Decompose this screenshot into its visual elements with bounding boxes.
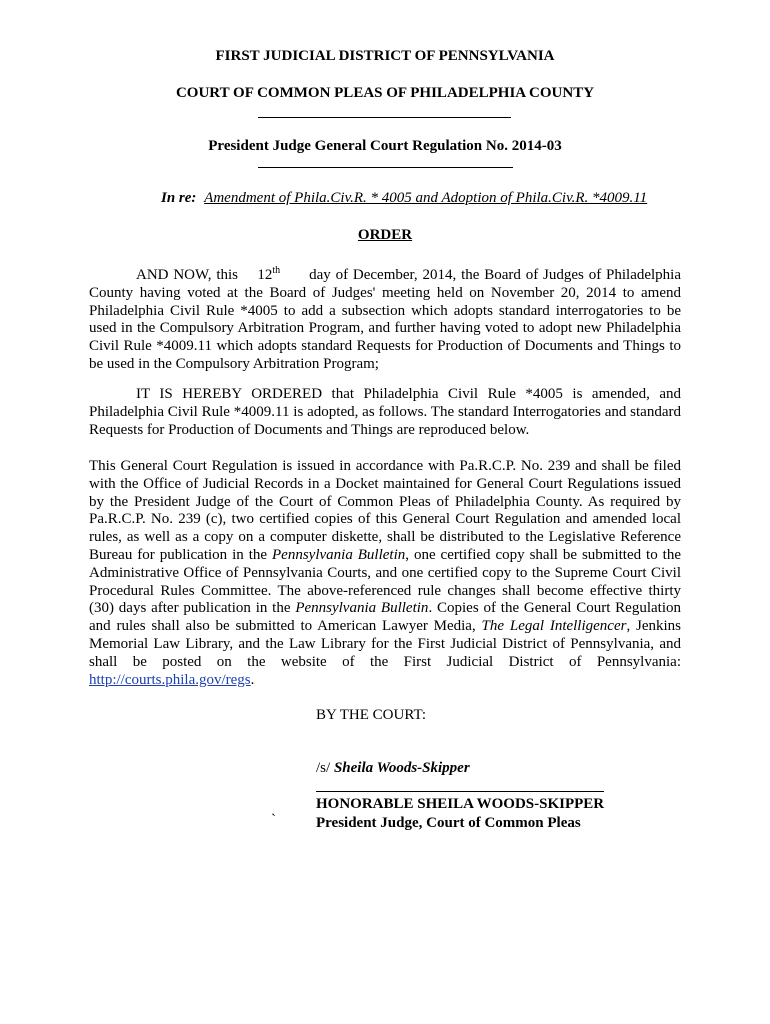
regulation-title: President Judge General Court Regulation No. 2014-03 [208,138,562,154]
regulations-link[interactable]: http://courts.phila.gov/regs [89,671,251,688]
paragraph-3-part1: This General Court Regulation is issued in accordance with Pa.R.C.P. No. 239 and shall be filed with the Office of Judicial Records in a Docket maintained for General Court Regulations issued by the President Judge of the Court of Common Pleas of Philadelphia County. As required by Pa.R.C.P. No. 239 (c), two certified copies of this General Court Regulation and amended local rules, as well as a copy on a computer diskette, shall be distributed to the Legislative Reference Bureau for publication in the [89,458,681,563]
in-re-line [161,190,647,207]
paragraph-1-rest: day of December, 2014, the Board of Judges of Philadelphia County having voted at the Board of Judges' meeting held on November 20, 2014 to amend Philadelphia Civil Rule *4005 to add a subsection which adopts standard interrogatories to be used in the Compulsory Arbitration Program, and further having voted to adopt new Philadelphia Civil Rule *4009.11 which adopts standard Requests for Production of Documents and Things to be used in the Compulsory Arbitration Program; [89,267,682,372]
judge-name: HONORABLE SHEILA WOODS-SKIPPER [316,796,605,812]
in-re-subject: Amendment of Phila.Civ.R. * 4005 and Adoption of Phila.Civ.R. *4009.11 [204,190,648,206]
order-heading: ORDER [357,227,413,243]
court-heading: COURT OF COMMON PLEAS OF PHILADELPHIA COUNTY [175,85,595,101]
paragraph-2: IT IS HEREBY ORDERED that Philadelphia Civil Rule *4005 is amended, and Philadelphia Civil Rule *4009.11 is adopted, as follows. The standard Interrogatories and standard Requests for Production of Documents and Things are reproduced below. [89,386,681,438]
bulletin-title: Pennsylvania Bulletin [295,600,429,617]
by-the-court: BY THE COURT: [316,707,427,723]
in-re-label: In re: [161,190,197,206]
paragraph-3-part3: . Copies of the General Court Regulation and rules shall also be submitted to American Lawyer Media, [89,600,682,635]
district-heading: FIRST JUDICIAL DISTRICT OF PENNSYLVANIA [215,48,555,64]
signature-rule [316,791,604,792]
judge-title: President Judge, Court of Common Pleas [316,815,581,831]
paragraph-3-part2: , one certified copy shall be submitted to the Administrative Office of Pennsylvania Courts, and one certified copy to the Supreme Court Civil Procedural Rules Committee. The above-referenced rule changes shall become effective thirty (30) days after publication in the [89,546,681,617]
paragraph-1-start: AND NOW, this [136,267,239,283]
paragraph-3-part4: , Jenkins Memorial Law Library, and the Law Library for the First Judicial District of Pennsylvania, and shall be posted on the website of the First Judicial District of Pennsylvania: [89,618,682,670]
bulletin-title: Pennsylvania Bulletin [272,546,406,563]
divider-rule [258,117,511,118]
backtick-mark: ` [271,812,276,828]
paragraph-3-end: . [250,671,255,688]
paragraph-1-day-suffix: th [272,265,281,276]
signature-name: Sheila Woods-Skipper [333,760,470,776]
paragraph-3 [89,458,681,689]
paragraph-1 [89,262,681,374]
divider-rule [258,167,513,168]
signature-prefix: /s/ [316,760,331,776]
legal-intelligencer-title: The Legal Intelligencer [481,618,627,635]
paragraph-1-day: 12 [257,267,273,283]
signature-line [316,760,470,777]
